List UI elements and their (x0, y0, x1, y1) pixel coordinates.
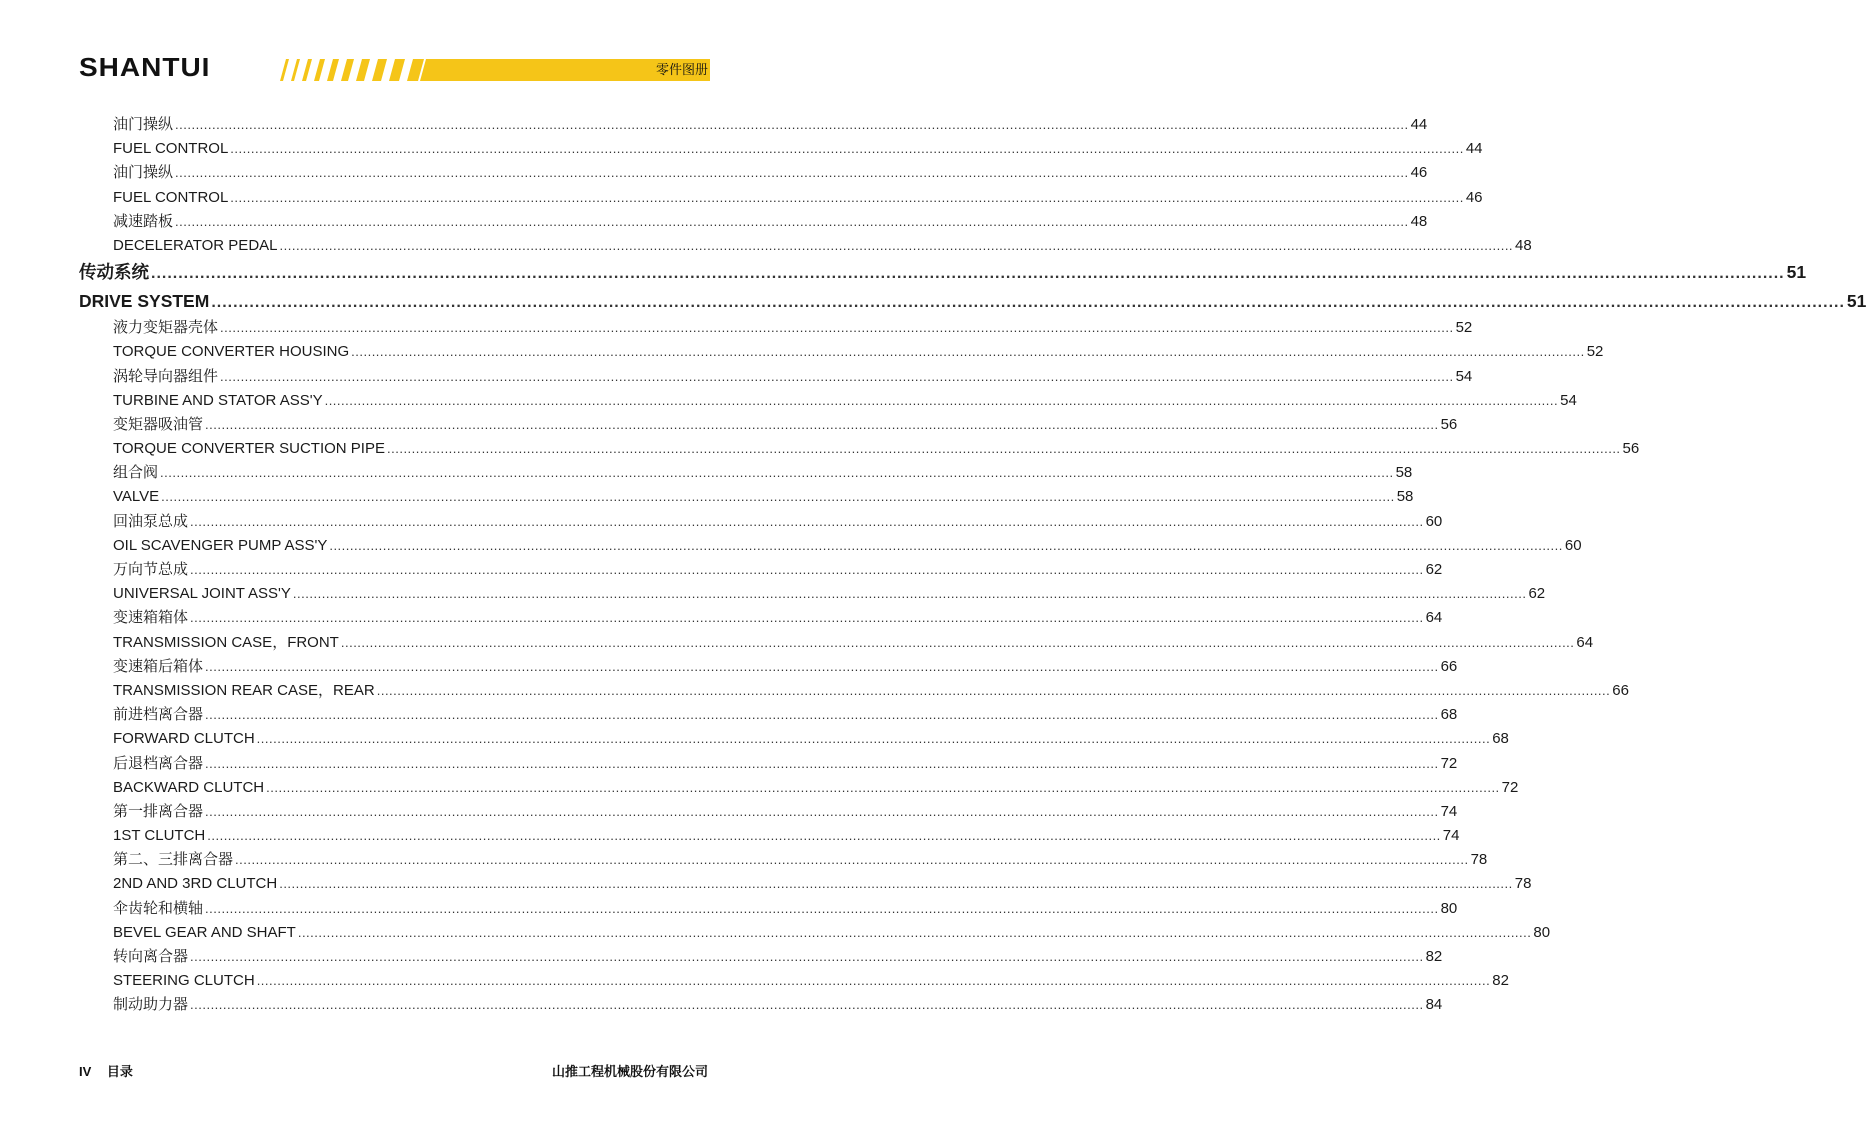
toc-entry-page: 60 (1425, 512, 1443, 530)
toc-leader-dots: ............................................................................................................................................................................................................................................................................................................ (190, 562, 1424, 577)
toc-entry[interactable] (79, 558, 1443, 582)
header-stripe (389, 59, 405, 81)
toc-entry[interactable] (79, 945, 1443, 969)
toc-entry[interactable] (79, 365, 1473, 389)
toc-entry-title: STEERING CLUTCH (113, 972, 255, 990)
toc-leader-dots: ............................................................................................................................................................................................................................................................................................................ (160, 465, 1394, 481)
toc-entry[interactable] (79, 897, 1458, 921)
toc-entry-title: 油门操纵 (113, 116, 174, 133)
toc-leader-dots: ............................................................................................................................................................................................................................................................................................................ (324, 392, 1559, 408)
toc-leader-dots: ............................................................................................................................................................................................................................................................................................................ (190, 610, 1424, 626)
toc-entry[interactable] (79, 824, 1460, 848)
toc-entry-title: FUEL CONTROL (113, 140, 229, 158)
header-stripe (291, 59, 300, 81)
toc-entry-page: 51 (1846, 291, 1866, 312)
toc-entry-title: 1ST CLUTCH (113, 827, 206, 845)
toc-entry-page: 80 (1533, 923, 1551, 941)
toc-entry-page: 58 (1396, 488, 1414, 506)
toc-leader-dots: ............................................................................................................................................................................................................................................................................................................ (376, 682, 1611, 698)
toc-entry-page: 44 (1410, 116, 1428, 133)
toc-entry-title: 伞齿轮和横轴 (113, 899, 204, 917)
toc-entry-page: 62 (1425, 561, 1443, 578)
toc-entry[interactable] (79, 921, 1551, 945)
toc-entry-title: BEVEL GEAR AND SHAFT (113, 923, 296, 941)
toc-entry-page: 44 (1465, 140, 1483, 158)
toc-entry-page: 64 (1425, 609, 1443, 627)
toc-entry-page: 46 (1410, 164, 1428, 182)
toc-entry-title: 回油泵总成 (113, 512, 189, 530)
toc-leader-dots: ............................................................................................................................................................................................................................................................................................................ (220, 368, 1454, 384)
toc-entry-page: 84 (1425, 996, 1443, 1014)
toc-entry[interactable] (79, 848, 1488, 872)
toc-entry[interactable] (79, 703, 1458, 727)
toc-entry-page: 46 (1465, 188, 1483, 206)
toc-entry-page: 66 (1612, 681, 1629, 699)
shantui-logo: SHANTUI (79, 53, 211, 82)
toc-leader-dots: ............................................................................................................................................................................................................................................................................................................ (292, 586, 1527, 602)
toc-entry-page: 52 (1455, 319, 1473, 337)
toc-leader-dots: ............................................................................................................................................................................................................................................................................................................ (205, 416, 1439, 432)
toc-entry-page: 78 (1470, 851, 1488, 869)
toc-entry-title: UNIVERSAL JOINT ASS'Y (113, 585, 291, 603)
toc-entry-page: 52 (1586, 343, 1604, 361)
toc-entry-page: 82 (1492, 972, 1509, 990)
toc-leader-dots: ............................................................................................................................................................................................................................................................................................................ (329, 537, 1563, 553)
toc-entry-page: 68 (1492, 730, 1509, 748)
toc-entry-page: 72 (1501, 778, 1519, 796)
toc-entry[interactable] (79, 210, 1428, 234)
toc-entry-page: 82 (1425, 948, 1443, 965)
toc-entry-title: 前进档离合器 (113, 706, 204, 724)
toc-entry-title: TURBINE AND STATOR ASS'Y (113, 391, 323, 409)
toc-entry-title: OIL SCAVENGER PUMP ASS'Y (113, 536, 328, 554)
toc-leader-dots: ............................................................................................................................................................................................................................................................................................................ (297, 924, 1532, 940)
toc-entry-title: TRANSMISSION CASE，FRONT (113, 633, 339, 651)
page-number: IV (79, 1064, 92, 1079)
table-of-contents (79, 113, 1866, 1018)
toc-entry[interactable] (79, 340, 1604, 364)
toc-entry-title: 第一排离合器 (113, 802, 204, 820)
footer-section: 目录 (106, 1064, 133, 1079)
toc-entry-title: 传动系统 (79, 262, 149, 283)
toc-entry[interactable] (79, 969, 1509, 993)
toc-entry[interactable] (79, 727, 1509, 751)
header-stripe (314, 59, 325, 81)
toc-entry-page: 48 (1515, 236, 1532, 254)
toc-entry-page: 80 (1440, 899, 1458, 917)
toc-entry[interactable] (79, 316, 1473, 340)
toc-entry-title: 变速箱后箱体 (113, 657, 204, 675)
toc-leader-dots: ............................................................................................................................................................................................................................................................................................................ (190, 997, 1424, 1013)
toc-entry[interactable] (79, 113, 1428, 137)
toc-entry[interactable] (79, 234, 1532, 258)
toc-leader-dots: ............................................................................................................................................................................................................................................................................................................ (235, 852, 1469, 868)
toc-entry[interactable] (79, 582, 1546, 606)
toc-leader-dots: ............................................................................................................................................................................................................................................................................................................ (230, 189, 1464, 205)
toc-entry-page: 54 (1560, 391, 1577, 409)
toc-leader-dots: ............................................................................................................................................................................................................................................................................................................ (266, 779, 1500, 795)
toc-entry-title: 涡轮导向器组件 (113, 367, 219, 385)
toc-leader-dots: ............................................................................................................................................................................................................................................................................................................ (220, 320, 1454, 336)
toc-leader-dots: ............................................................................................................................................................................................................................................................................................................ (151, 265, 1785, 283)
toc-entry-page: 78 (1514, 875, 1532, 893)
toc-entry-page: 66 (1440, 657, 1458, 675)
toc-section-entry[interactable] (79, 258, 1807, 287)
toc-entry[interactable] (79, 137, 1483, 161)
toc-entry[interactable] (79, 993, 1443, 1017)
toc-entry-title: 液力变矩器壳体 (113, 319, 219, 337)
toc-entry-page: 58 (1395, 464, 1413, 482)
toc-entry[interactable] (79, 606, 1443, 630)
toc-entry-title: 减速踏板 (113, 212, 174, 230)
toc-entry[interactable] (79, 776, 1519, 800)
toc-leader-dots: ............................................................................................................................................................................................................................................................................................................ (205, 803, 1439, 819)
header-stripe-bar (276, 59, 710, 81)
toc-entry-page: 64 (1576, 633, 1594, 651)
toc-leader-dots: ............................................................................................................................................................................................................................................................................................................ (256, 731, 1491, 747)
toc-entry-page: 54 (1455, 367, 1473, 385)
toc-entry[interactable] (79, 534, 1582, 558)
header-stripe (341, 59, 354, 81)
header-stripe (280, 59, 289, 81)
toc-entry[interactable] (79, 631, 1594, 655)
header-stripe (302, 59, 312, 81)
catalog-tag: 零件图册 (655, 62, 708, 77)
toc-entry[interactable] (79, 679, 1629, 703)
toc-section-entry[interactable] (79, 287, 1866, 316)
toc-entry[interactable] (79, 389, 1577, 413)
toc-entry-page: 56 (1440, 415, 1458, 433)
toc-entry[interactable] (79, 752, 1458, 776)
header-stripe (356, 59, 370, 81)
toc-entry[interactable] (79, 800, 1458, 824)
toc-entry[interactable] (79, 485, 1414, 509)
toc-entry-title: 后退档离合器 (113, 754, 204, 772)
toc-entry-title: TRANSMISSION REAR CASE，REAR (113, 681, 375, 699)
toc-entry-title: TORQUE CONVERTER HOUSING (113, 343, 350, 361)
toc-entry-title: 变矩器吸油管 (113, 415, 204, 433)
toc-entry-page: 68 (1440, 706, 1458, 724)
toc-entry-page: 72 (1440, 754, 1458, 772)
toc-entry-title: DRIVE SYSTEM (79, 291, 210, 312)
toc-entry-title: 第二、三排离合器 (113, 851, 234, 869)
toc-leader-dots: ............................................................................................................................................................................................................................................................................................................ (175, 165, 1409, 181)
toc-entry-title: 油门操纵 (113, 164, 174, 182)
toc-entry-page: 48 (1410, 212, 1428, 230)
toc-entry[interactable] (79, 161, 1428, 185)
toc-leader-dots: ............................................................................................................................................................................................................................................................................................................ (340, 634, 1575, 650)
toc-leader-dots: ............................................................................................................................................................................................................................................................................................................ (205, 900, 1439, 916)
toc-entry-title: 变速箱箱体 (113, 609, 189, 627)
toc-entry-title: 转向离合器 (113, 948, 189, 965)
toc-entry-title: 制动助力器 (113, 996, 189, 1014)
toc-entry-page: 56 (1622, 440, 1640, 458)
footer-left (79, 1061, 145, 1080)
toc-entry-title: 2ND AND 3RD CLUTCH (113, 875, 278, 893)
toc-leader-dots: ............................................................................................................................................................................................................................................................................................................ (351, 344, 1585, 360)
toc-entry[interactable] (79, 437, 1640, 461)
toc-entry-page: 62 (1528, 585, 1546, 603)
toc-entry-title: VALVE (113, 488, 160, 506)
toc-leader-dots: ............................................................................................................................................................................................................................................................................................................ (205, 707, 1439, 723)
header-stripe (372, 59, 387, 81)
toc-entry[interactable] (79, 655, 1458, 679)
toc-entry-title: TORQUE CONVERTER SUCTION PIPE (113, 440, 385, 458)
toc-leader-dots: ............................................................................................................................................................................................................................................................................................................ (279, 237, 1514, 253)
toc-leader-dots: ............................................................................................................................................................................................................................................................................................................ (190, 949, 1424, 964)
toc-leader-dots: ............................................................................................................................................................................................................................................................................................................ (205, 755, 1439, 771)
page-header (0, 0, 826, 100)
toc-leader-dots: ............................................................................................................................................................................................................................................................................................................ (211, 294, 1845, 312)
toc-entry-title: FUEL CONTROL (113, 188, 229, 206)
toc-leader-dots: ............................................................................................................................................................................................................................................................................................................ (190, 513, 1424, 529)
toc-leader-dots: ............................................................................................................................................................................................................................................................................................................ (207, 828, 1441, 844)
toc-entry[interactable] (79, 461, 1413, 485)
toc-entry-title: BACKWARD CLUTCH (113, 778, 265, 796)
toc-leader-dots: ............................................................................................................................................................................................................................................................................................................ (175, 213, 1409, 229)
toc-entry-title: 组合阀 (113, 464, 159, 482)
toc-leader-dots: ............................................................................................................................................................................................................................................................................................................ (279, 876, 1513, 892)
toc-entry[interactable] (79, 413, 1458, 437)
toc-entry[interactable] (79, 872, 1532, 896)
toc-entry-title: 万向节总成 (113, 561, 189, 578)
toc-leader-dots: ............................................................................................................................................................................................................................................................................................................ (161, 489, 1395, 505)
header-stripe (327, 59, 339, 81)
toc-leader-dots: ............................................................................................................................................................................................................................................................................................................ (387, 441, 1621, 457)
toc-entry-title: DECELERATOR PEDAL (113, 236, 278, 254)
footer-company: 山推工程机械股份有限公司 (551, 1064, 708, 1079)
toc-entry-title: FORWARD CLUTCH (113, 730, 255, 748)
toc-entry[interactable] (79, 510, 1443, 534)
toc-entry-page: 74 (1442, 827, 1460, 845)
toc-entry[interactable] (79, 186, 1483, 210)
toc-leader-dots: ............................................................................................................................................................................................................................................................................................................ (175, 117, 1409, 132)
toc-entry-page: 74 (1440, 802, 1458, 820)
toc-entry-page: 51 (1786, 262, 1807, 283)
toc-leader-dots: ............................................................................................................................................................................................................................................................................................................ (256, 973, 1491, 989)
toc-leader-dots: ............................................................................................................................................................................................................................................................................................................ (205, 658, 1439, 674)
toc-leader-dots: ............................................................................................................................................................................................................................................................................................................ (230, 141, 1464, 157)
toc-entry-page: 60 (1564, 536, 1582, 554)
